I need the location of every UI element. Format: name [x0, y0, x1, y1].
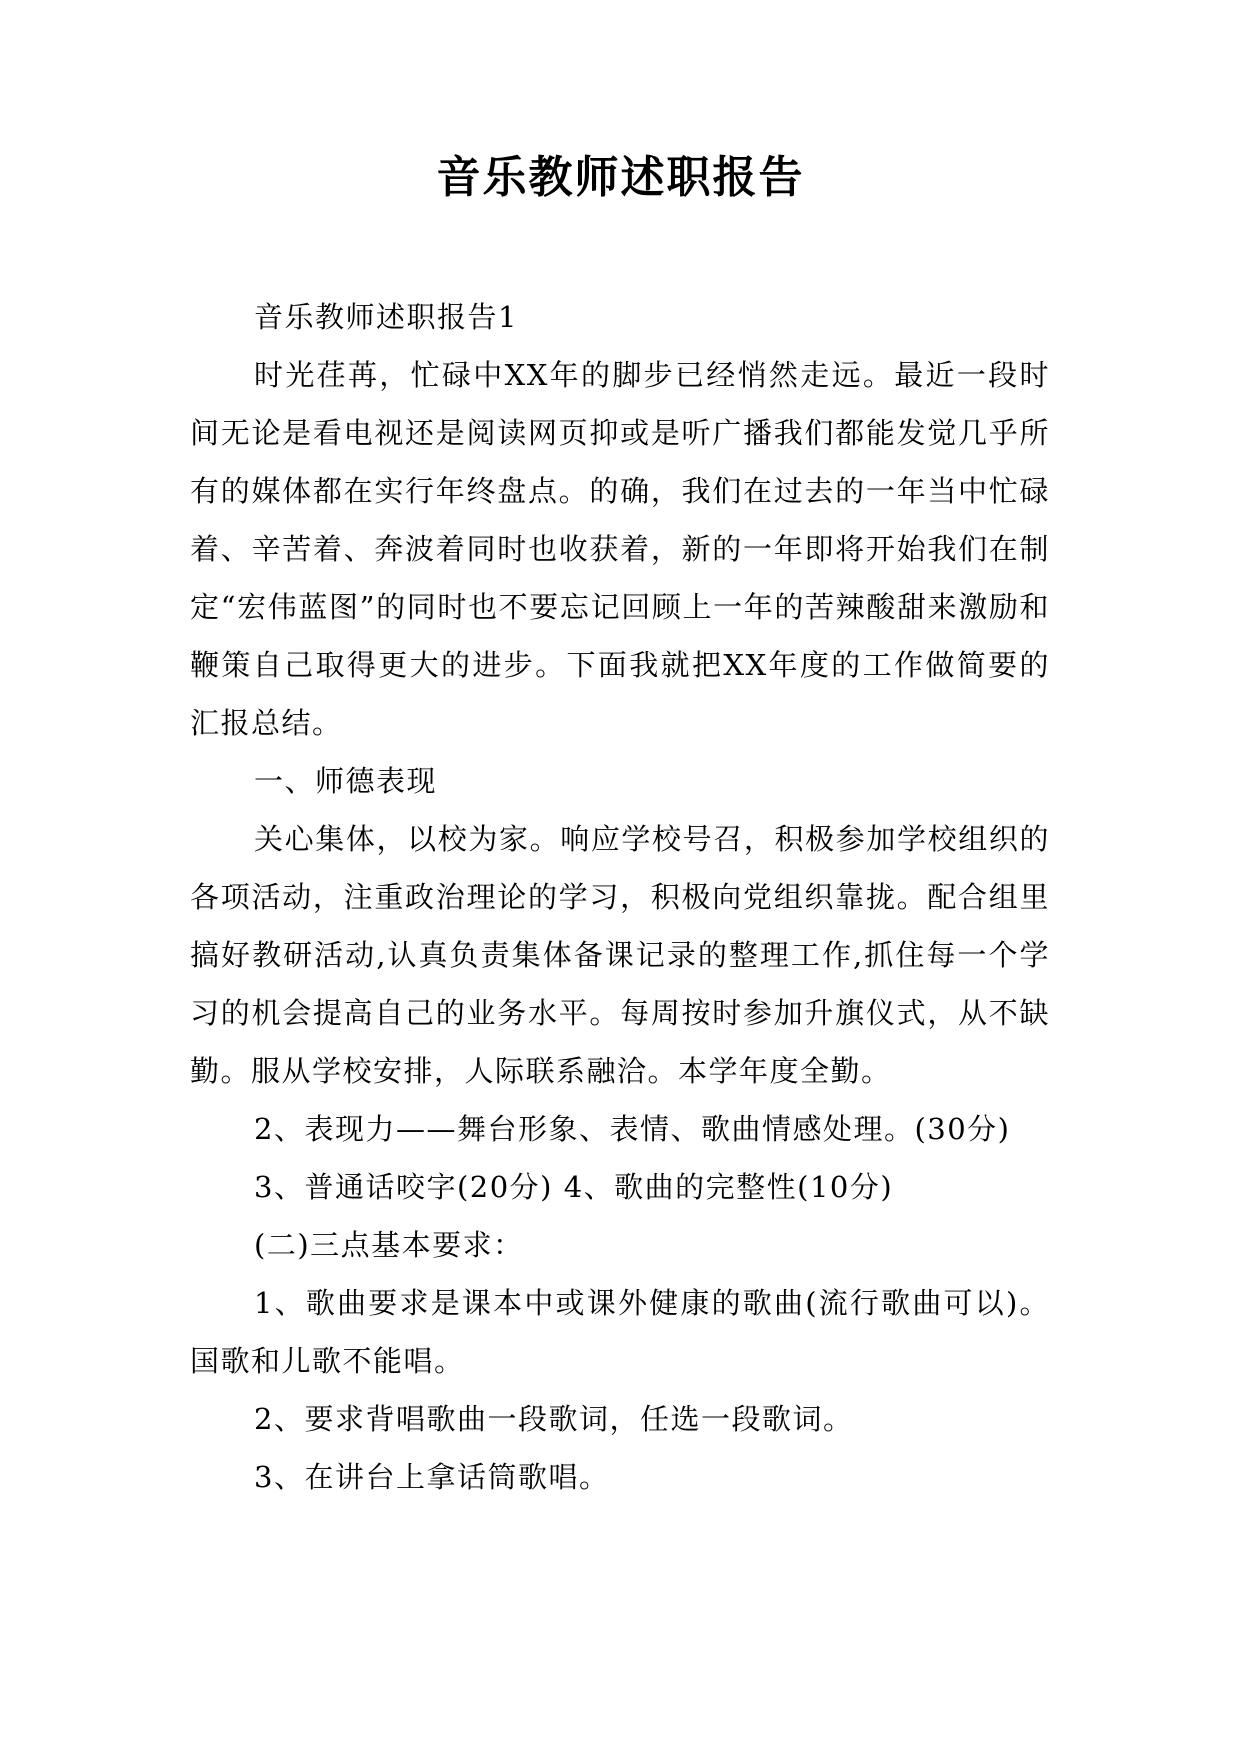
- paragraph-requirement-1: 1、歌曲要求是课本中或课外健康的歌曲(流行歌曲可以)。国歌和儿歌不能唱。: [190, 1286, 1050, 1378]
- section-heading-requirements: (二)三点基本要求：: [254, 1228, 524, 1262]
- paragraph-subtitle: 音乐教师述职报告1: [254, 300, 518, 334]
- paragraph-requirement-3: 3、在讲台上拿话筒歌唱。: [254, 1460, 610, 1494]
- document-body: [190, 288, 1050, 1506]
- section-heading-ethics: 一、师德表现: [254, 764, 438, 798]
- paragraph-criteria-2: 2、表现力——舞台形象、表情、歌曲情感处理。(30分): [254, 1112, 1011, 1146]
- document-title: 音乐教师述职报告: [436, 152, 805, 203]
- paragraph-ethics: 关心集体，以校为家。响应学校号召，积极参加学校组织的各项活动，注重政治理论的学习，积极向党组织靠拢。配合组里搞好教研活动,认真负责集体备课记录的整理工作,抓住每一个学习的机会提高自己的业务水平。每周按时参加升旗仪式，从不缺勤。服从学校安排，人际联系融洽。本学年度全勤。: [190, 822, 1050, 1088]
- paragraph-requirement-2: 2、要求背唱歌曲一段歌词，任选一段歌词。: [254, 1402, 854, 1436]
- paragraph-criteria-3-4: 3、普通话咬字(20分) 4、歌曲的完整性(10分): [254, 1170, 894, 1204]
- paragraph-intro: 时光荏苒，忙碌中XX年的脚步已经悄然走远。最近一段时间无论是看电视还是阅读网页抑或是听广播我们都能发觉几乎所有的媒体都在实行年终盘点。的确，我们在过去的一年当中忙碌着、辛苦着、奔波着同时也收获着，新的一年即将开始我们在制定“宏伟蓝图”的同时也不要忘记回顾上一年的苦辣酸甜来激励和鞭策自己取得更大的进步。下面我就把XX年度的工作做简要的汇报总结。: [190, 358, 1050, 740]
